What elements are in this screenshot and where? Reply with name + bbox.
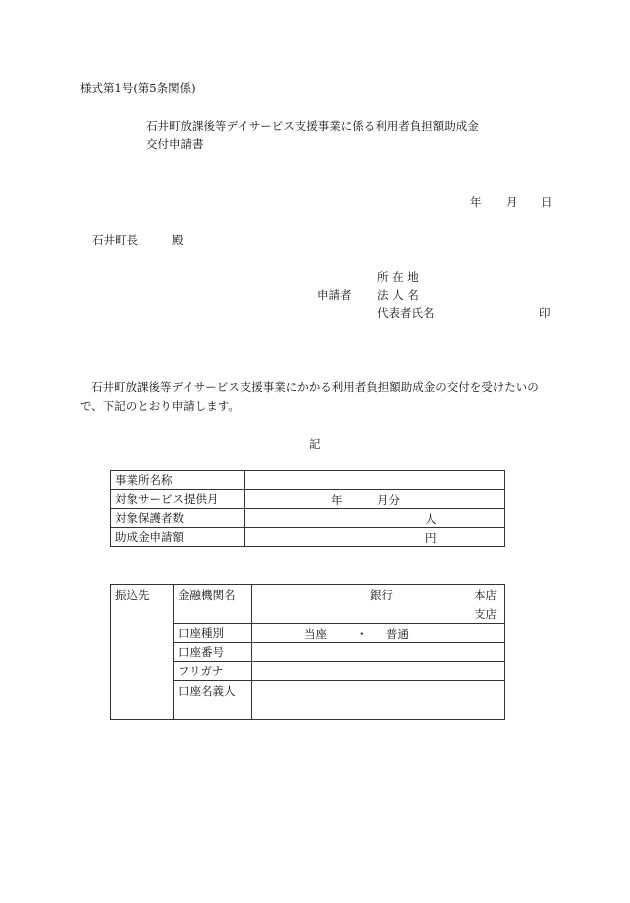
date-year: 年 [470,195,482,209]
applicant-rep-label: 代表者氏名 [377,306,435,320]
table-row [111,528,505,547]
account-type-savings[interactable]: 普通 [386,627,409,641]
furigana-value[interactable] [252,662,505,681]
account-type-value[interactable] [252,624,505,643]
date-month: 月 [506,195,518,209]
account-type-label: 口座種別 [174,624,252,643]
addressee-name: 石井町長 [92,233,138,247]
account-number-value[interactable] [252,643,505,662]
bank-value[interactable] [252,585,505,624]
facility-value[interactable] [245,471,505,490]
applicant-address-label: 所 在 地 [377,270,419,284]
applicant-corp-label: 法 人 名 [377,288,419,302]
bank-unit: 銀行 [370,588,393,602]
table-row [111,490,505,509]
addressee-honorific: 殿 [172,233,184,247]
guardians-unit: 人 [425,512,437,526]
account-holder-value[interactable] [252,681,505,720]
amount-label: 助成金申請額 [111,528,245,547]
title-line-1: 石井町放課後等デイサービス支援事業に係る利用者負担額助成金 [146,119,479,133]
body-line-2: で、下記のとおり申請します。 [80,399,240,413]
guardians-value[interactable] [245,509,505,528]
ki-heading: 記 [309,437,321,451]
table-row [111,471,505,490]
seal-mark: 印 [539,306,551,320]
table-row [111,509,505,528]
service-month-value[interactable] [245,490,505,509]
date-day: 日 [541,195,553,209]
form-number: 様式第1号(第5条関係) [80,81,196,95]
amount-unit: 円 [425,531,437,545]
transfer-table [110,584,505,720]
application-table [110,470,505,547]
table-row [111,585,505,624]
account-type-separator: ・ [356,627,368,641]
title-line-2: 交付申請書 [146,137,204,151]
account-type-current[interactable]: 当座 [304,627,327,641]
facility-label: 事業所名称 [111,471,245,490]
bank-label: 金融機関名 [174,585,252,624]
furigana-label: フリガナ [174,662,252,681]
branch: 支店 [474,607,497,621]
guardians-label: 対象保護者数 [111,509,245,528]
applicant-label: 申請者 [317,288,352,302]
account-holder-label: 口座名義人 [174,681,252,720]
main-branch: 本店 [474,588,497,602]
transfer-label: 振込先 [111,585,174,720]
body-line-1: 石井町放課後等デイサービス支援事業にかかる利用者負担額助成金の交付を受けたいの [91,380,539,394]
service-month-unit: 月分 [377,493,400,507]
service-year-unit: 年 [331,493,343,507]
amount-value[interactable] [245,528,505,547]
account-number-label: 口座番号 [174,643,252,662]
service-month-label: 対象サービス提供月 [111,490,245,509]
